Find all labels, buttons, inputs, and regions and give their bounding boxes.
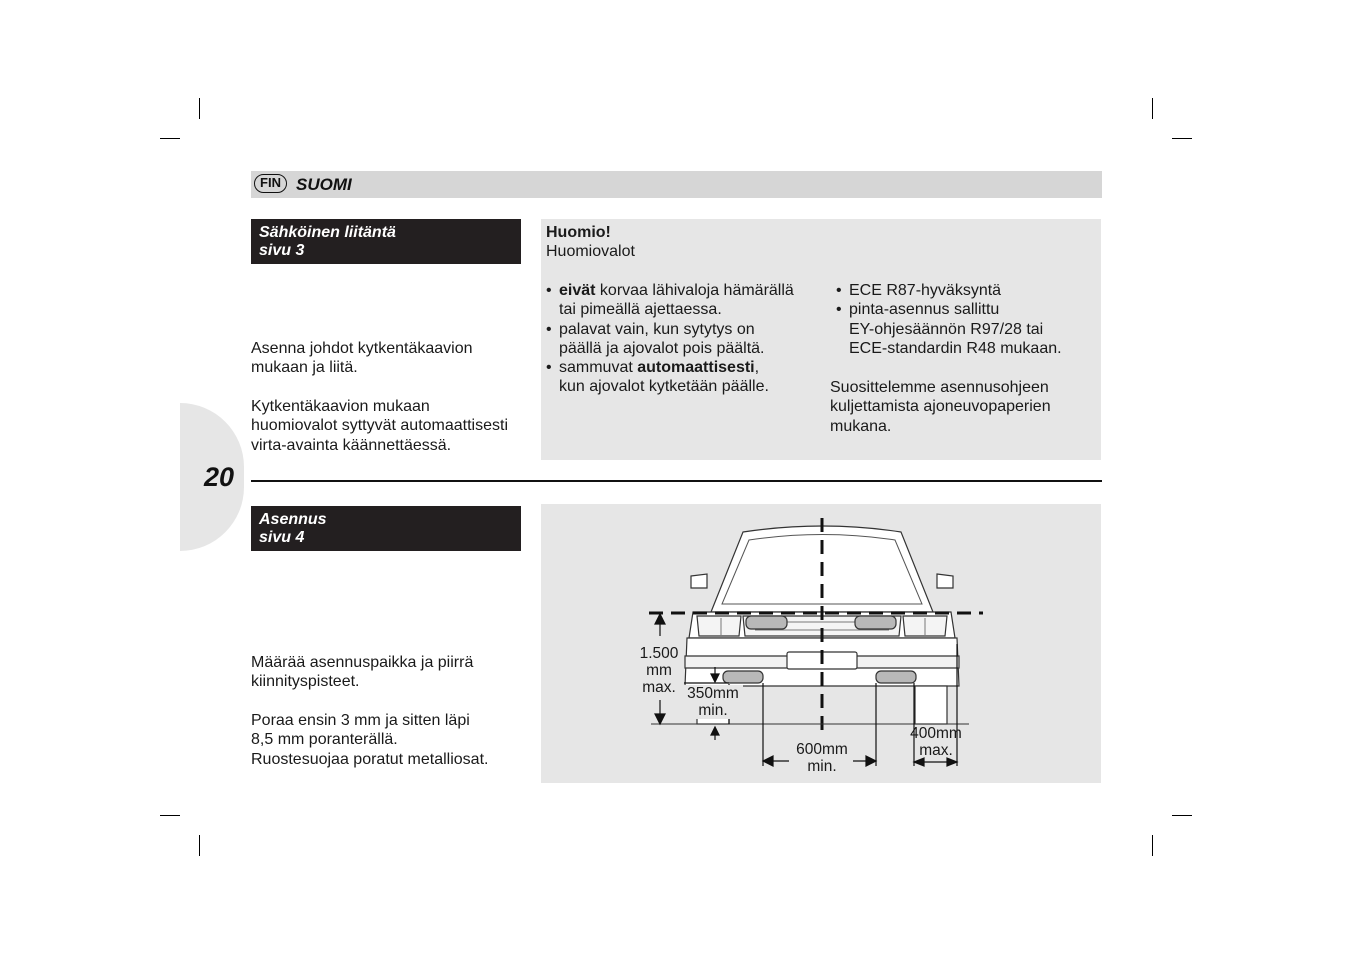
text-span: sammuvat — [559, 359, 638, 377]
text-span: ECE R87-hyväksyntä — [849, 282, 1002, 299]
language-name: SUOMI — [296, 175, 352, 194]
list-item — [836, 300, 1098, 358]
recommendation-text — [830, 378, 1051, 436]
crop-mark — [199, 98, 200, 119]
language-code-badge: FIN — [254, 174, 287, 193]
language-header-bar — [251, 171, 1102, 198]
label-line: 600mm — [796, 741, 848, 758]
page-number: 20 — [204, 462, 235, 492]
text-span: pinta-asennus sallittu — [849, 301, 1000, 319]
bold-text: eivät — [559, 282, 596, 299]
text-line: 8,5 mm poranterällä. — [251, 731, 398, 749]
section-divider — [251, 480, 1102, 482]
notice-left-list — [546, 281, 826, 397]
text-span: , — [754, 359, 760, 377]
crop-mark — [1172, 815, 1192, 816]
crop-mark — [160, 815, 180, 816]
text-span: ECE-standardin R48 mukaan. — [849, 339, 1062, 357]
text-line: Suosittelemme asennusohjeen — [830, 379, 1049, 396]
label-line: 1.500 — [639, 645, 679, 662]
wiring-instructions — [251, 339, 472, 378]
label-line: min. — [807, 758, 837, 775]
label-line: max. — [642, 679, 676, 696]
section-title-line: sivu 3 — [259, 242, 305, 259]
text-line: Määrää asennuspaikka ja piirrä — [251, 654, 474, 671]
dimension-label-edge-max — [904, 725, 968, 759]
crop-mark — [199, 835, 200, 856]
text-span: päällä ja ajovalot pois päältä. — [559, 339, 765, 357]
text-line: virta-avainta käännettäessä. — [251, 436, 452, 454]
upper-light-right — [855, 616, 896, 629]
label-line: max. — [919, 742, 953, 759]
automatic-lights-note — [251, 397, 508, 455]
dimension-label-height-min — [683, 685, 743, 719]
notice-title: Huomio! — [546, 224, 611, 241]
list-item — [546, 281, 826, 320]
text-line: Kytkentäkaavion mukaan — [251, 398, 430, 415]
label-line: 400mm — [910, 725, 962, 742]
section-title-line: Sähköinen liitäntä — [259, 224, 396, 241]
text-line: mukana. — [830, 417, 892, 435]
text-line: huomiovalot syttyvät automaattisesti — [251, 417, 509, 435]
lower-light-left — [723, 671, 763, 683]
crop-mark — [160, 138, 180, 139]
label-line: 350mm — [687, 685, 739, 702]
text-line: kiinnityspisteet. — [251, 673, 360, 691]
list-item — [546, 320, 826, 359]
list-item — [546, 358, 826, 397]
crop-mark — [1172, 138, 1192, 139]
label-line: mm — [646, 662, 672, 679]
mounting-position-text — [251, 653, 473, 692]
dimension-label-height-max — [635, 645, 683, 696]
notice-right-list — [836, 281, 1098, 358]
section-title-electrical — [251, 219, 521, 264]
notice-subtitle: Huomiovalot — [546, 243, 635, 260]
installation-diagram — [541, 504, 1101, 783]
section-title-line: Asennus — [259, 511, 327, 528]
lower-light-right — [876, 671, 916, 683]
text-span: EY-ohjesäännön R97/28 tai — [849, 320, 1044, 338]
text-line: Asenna johdot kytkentäkaavion — [251, 340, 473, 357]
drilling-instructions — [251, 711, 488, 769]
section-title-line: sivu 4 — [259, 529, 305, 546]
bold-text: automaattisesti — [637, 359, 755, 377]
text-span: tai pimeällä ajettaessa. — [559, 301, 722, 319]
upper-light-left — [746, 616, 787, 629]
label-line: min. — [698, 702, 728, 719]
text-span: palavat vain, kun sytytys on — [559, 320, 755, 338]
text-line: mukaan ja liitä. — [251, 359, 358, 377]
crop-mark — [1152, 98, 1153, 119]
text-span: kun ajovalot kytketään päälle. — [559, 378, 769, 396]
text-line: kuljettamista ajoneuvopaperien — [830, 398, 1051, 416]
crop-mark — [1152, 835, 1153, 856]
text-span: korvaa lähivaloja hämärällä — [595, 282, 794, 299]
text-line: Poraa ensin 3 mm ja sitten läpi — [251, 712, 470, 729]
list-item — [836, 281, 1098, 300]
dimension-label-spacing-min — [789, 741, 855, 775]
section-title-installation — [251, 506, 521, 551]
text-line: Ruostesuojaa poratut metalliosat. — [251, 750, 489, 768]
